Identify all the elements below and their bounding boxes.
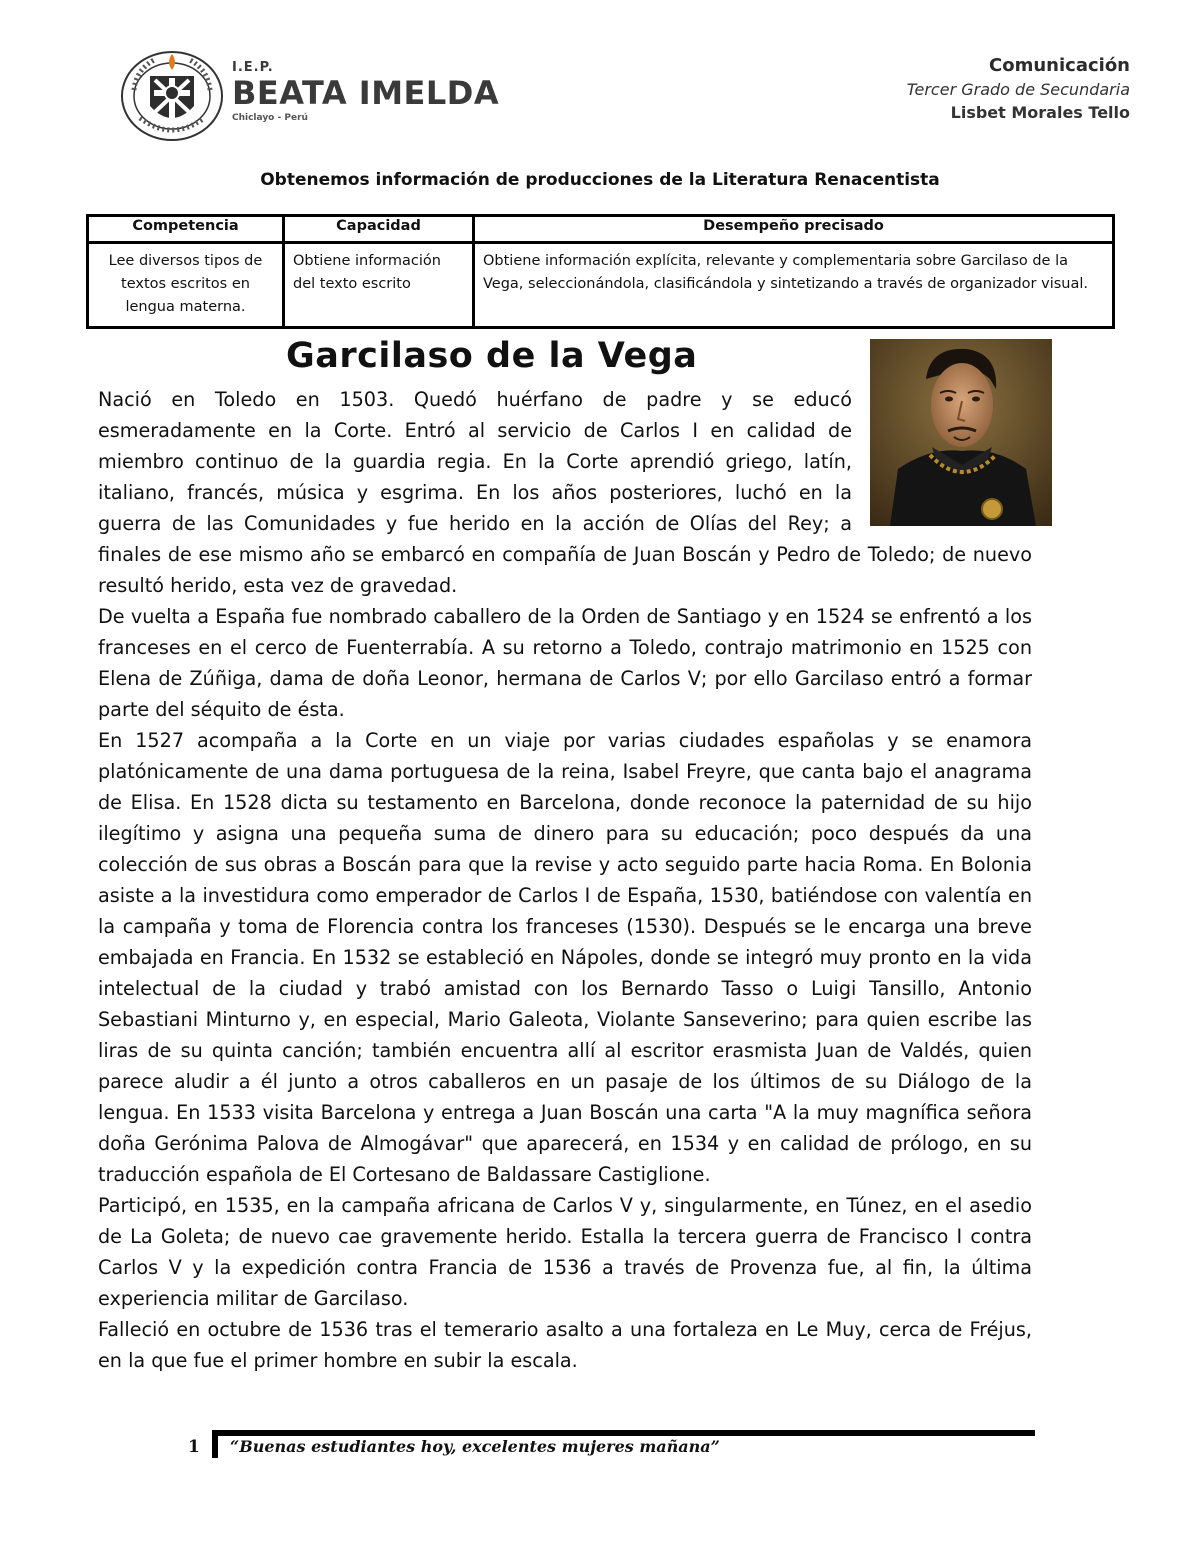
biography-text (98, 384, 1032, 1376)
biography-paragraph: Participó, en 1535, en la campaña africana de Carlos V y, singularmente, en Túnez, en el asedio de La Goleta; de nuevo cae gravemente herido. Estalla la tercera guerra de Francisco I contra Carlos V y la expedición contra Francia de 1536 a través de Provenza fue, al fin, la última experiencia militar de Garcilaso. (98, 1194, 1032, 1310)
table-cell-desempeno: Obtiene información explícita, relevante y complementaria sobre Garcilaso de la Vega, seleccionándola, clasificándola y sintetizando a través de organizador visual. (474, 243, 1114, 328)
biography-paragraph: Nació en Toledo en 1503. Quedó huérfano de padre y se educó esmeradamente en la Corte. Entró al servicio de Carlos I en calidad de miembro continuo de la guardia regia. En la Corte aprendió griego, latín, italiano, francés, música y esgrima. En los años posteriores, luchó en la guerra de las Comunidades y fue herido en la acción de Olías del Rey; a finales de ese mismo año se embarcó en compañía de Juan Boscán y Pedro de Toledo; de nuevo resultó herido, esta vez de gravedad. (98, 388, 1032, 597)
main-title: Garcilaso de la Vega (286, 336, 698, 376)
school-logo-text (232, 60, 499, 123)
table-header-cell: Desempeño precisado (474, 216, 1114, 243)
footer-motto: “Buenas estudiantes hoy, excelentes mujeres mañana” (230, 1437, 720, 1456)
biography-paragraph: De vuelta a España fue nombrado caballero de la Orden de Santiago y en 1524 se enfrentó a los franceses en el cerco de Fuenterrabía. A su retorno a Toledo, contrajo matrimonio en 1525 con Elena de Zúñiga, dama de doña Leonor, hermana de Carlos V; por ello Garcilaso entró a formar parte del séquito de ésta. (98, 605, 1032, 721)
document-title: Obtenemos información de producciones de la Literatura Renacentista (260, 170, 940, 190)
page-number: 1 (188, 1437, 200, 1457)
table-cell-capacidad: Obtiene información del texto escrito (284, 243, 474, 328)
table-row (88, 243, 1114, 328)
portrait-spacer (852, 384, 1032, 522)
course-info (907, 55, 1130, 122)
logo-iep: I.E.P. (232, 60, 274, 75)
school-seal-logo (120, 50, 224, 142)
course-teacher: Lisbet Morales Tello (950, 103, 1130, 122)
footer-divider (215, 1430, 1035, 1436)
course-subject: Comunicación (989, 55, 1130, 76)
biography-paragraph: Falleció en octubre de 1536 tras el temerario asalto a una fortaleza en Le Muy, cerca de Fréjus, en la que fue el primer hombre en subir la escala. (98, 1318, 1032, 1372)
table-cell-competencia: Lee diversos tipos de textos escritos en lengua materna. (88, 243, 284, 328)
table-header-cell: Capacidad (284, 216, 474, 243)
footer-divider-tick (212, 1430, 218, 1458)
page-header (0, 0, 1200, 160)
logo-city: Chiclayo - Perú (232, 113, 308, 123)
biography-paragraph: En 1527 acompaña a la Corte en un viaje por varias ciudades españolas y se enamora platónicamente de una dama portuguesa de la reina, Isabel Freyre, que canta bajo el anagrama de Elisa. En 1528 dicta su testamento en Barcelona, donde reconoce la paternidad de su hijo ilegítimo y asigna una pequeña suma de dinero para su educación; poco después da una colección de sus obras a Boscán para que la revise y acto seguido parte hacia Roma. En Bolonia asiste a la investidura como emperador de Carlos I de España, 1530, batiéndose con valentía en la campaña y toma de Florencia contra los franceses (1530). Después se le encarga una breve embajada en Francia. En 1532 se estableció en Nápoles, donde se integró muy pronto en la vida intelectual de la ciudad y trabó amistad con los Bernardo Tasso o Luigi Tansillo, Antonio Sebastiani Minturno y, en especial, Mario Galeota, Violante Sanseverino; para quien escribe las liras de su quinta canción; también encuentra allí al escritor erasmista Juan de Valdés, quien parece aludir a él junto a otros caballeros en un pasaje de los últimos de su Diálogo de la lengua. En 1533 visita Barcelona y entrega a Juan Boscán una carta "A la muy magnífica señora doña Gerónima Palova de Almogávar" que aparecerá, en 1534 y en calidad de prólogo, en su traducción española de El Cortesano de Baldassare Castiglione. (98, 729, 1032, 1186)
table-header-row (88, 216, 1114, 243)
course-grade: Tercer Grado de Secundaria (906, 80, 1130, 99)
table-header-cell: Competencia (88, 216, 284, 243)
competency-table (86, 214, 1115, 329)
logo-school-name: BEATA IMELDA (232, 74, 500, 112)
